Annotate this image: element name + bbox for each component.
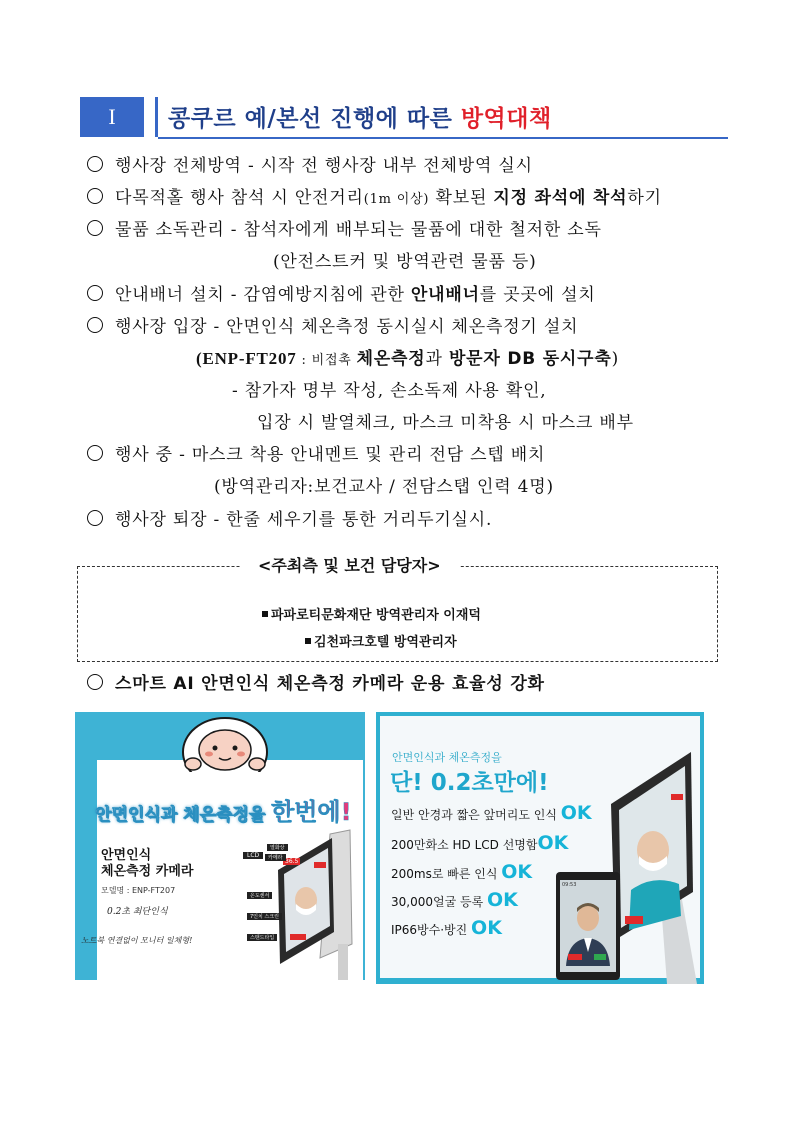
- product-banner-right: [376, 712, 704, 984]
- section-number: I: [108, 104, 116, 129]
- section-divider: [155, 97, 158, 137]
- bullet-text: 행사장 입장 - 안면인식 체온측정 동시실시 체온측정기 설치: [115, 317, 579, 337]
- bullet-text: 행사장 전체방역 - 시작 전 행사장 내부 전체방역 실시: [115, 156, 533, 176]
- circle-bullet-icon: [87, 317, 103, 333]
- section-title-main: 콩쿠르 예/본선 진행에 따른: [168, 106, 461, 132]
- tag-camera: 카메라: [265, 854, 286, 861]
- banner-headline: [95, 792, 352, 827]
- ok-badge: OK: [501, 861, 533, 883]
- circle-bullet-icon: [87, 156, 103, 172]
- bullet-emphasis: 지정 좌석에 착석: [493, 188, 628, 208]
- feature-item: [391, 889, 518, 911]
- smart-ai-heading: [87, 669, 545, 694]
- bullet-item-5: [87, 312, 578, 337]
- bullet-text: 행사장 퇴장 - 한줄 세우기를 통한 거리두기실시.: [115, 510, 493, 530]
- mascot-icon: [175, 712, 275, 772]
- feature-text: 일반 안경과 짧은 앞머리도 인식: [391, 808, 561, 822]
- bullet-emphasis: 안내배너: [410, 285, 480, 305]
- feature-item: [391, 832, 568, 854]
- bullet-emphasis: 방문자 DB 동시구축: [448, 349, 612, 369]
- banner-subheading: 안면인식과 체온측정을: [392, 751, 502, 764]
- tablet-device: [556, 872, 620, 980]
- bullet-text: 과: [425, 349, 449, 369]
- bullet-text: 다목적홀 행사 참석 시 안전거리: [115, 188, 364, 208]
- ok-badge: OK: [560, 802, 592, 824]
- circle-bullet-icon: [87, 188, 103, 204]
- bullet-item-5-sub: [196, 344, 619, 369]
- section-underline: [158, 137, 728, 139]
- contact-line-1: [262, 604, 481, 623]
- product-name-line1: 안면인식: [101, 848, 152, 863]
- feature-item: [391, 861, 532, 883]
- circle-bullet-icon: [87, 445, 103, 461]
- bullet-item-3: [87, 215, 602, 240]
- bullet-text: 물품 소독관리 - 참석자에게 배부되는 물품에 대한 철저한 소독: [115, 220, 602, 240]
- bullet-item-3-sub: (안전스트커 및 방역관련 물품 등): [273, 252, 537, 272]
- ok-badge: OK: [471, 917, 502, 939]
- smart-ai-text: 스마트 AI 안면인식 체온측정 카메라 운용 효율성 강화: [115, 674, 545, 694]
- contact-line-2: [305, 631, 457, 650]
- feature-item: [391, 917, 502, 939]
- section-title-highlight: 방역대책: [460, 106, 552, 132]
- contact-text: 김천파크호텔 방역관리자: [314, 635, 457, 650]
- bullet-item-4: [87, 280, 596, 305]
- bullet-text: 를 곳곳에 설치: [479, 285, 596, 305]
- section-number-box: [80, 97, 144, 137]
- feature-text: 30,000얼굴 등록: [391, 895, 487, 909]
- bullet-text: 확보된: [429, 188, 494, 208]
- bullet-text: ): [611, 349, 620, 369]
- square-bullet-icon: [305, 638, 311, 644]
- handwritten-note-2: 노트북 연결없이 모니터 일체형!: [81, 936, 193, 945]
- circle-bullet-icon: [87, 674, 103, 690]
- temperature-readout: 36.5: [285, 858, 299, 865]
- bullet-text: 안내배너 설치 - 감염예방지침에 관한: [115, 285, 411, 305]
- bullet-item-5-sub3: 입장 시 발열체크, 마스크 미착용 시 마스크 배부: [257, 413, 634, 433]
- bullet-text: 하기: [627, 188, 662, 208]
- feature-item: [391, 802, 592, 824]
- bullet-item-6: [87, 440, 545, 465]
- bullet-item-5-sub2: - 참가자 명부 작성, 손소독제 사용 확인,: [232, 381, 547, 401]
- product-name: [101, 848, 193, 880]
- bullet-item-7: [87, 505, 492, 530]
- circle-bullet-icon: [87, 510, 103, 526]
- contact-box-title: <주최측 및 보건 담당자>: [240, 553, 459, 576]
- bullet-text: : 비접촉: [296, 353, 357, 368]
- bullet-emphasis: 체온측정: [356, 349, 426, 369]
- feature-text: 200만화소 HD LCD 선명함: [391, 838, 538, 852]
- bullet-text: 행사 중 - 마스크 착용 안내멘트 및 관리 전담 스텝 배치: [115, 445, 546, 465]
- tag-stand: 스탠드타입: [247, 934, 277, 941]
- model-code: (ENP-FT207: [196, 349, 297, 368]
- tag-sensor: 열화상: [267, 844, 288, 851]
- tag-lcd: LCD: [243, 852, 263, 859]
- banner-headline: 단! 0.2초만에!: [390, 770, 549, 796]
- tablet-time: 09:53: [562, 882, 577, 888]
- feature-text: IP66방수·방진: [391, 923, 472, 937]
- ok-badge: OK: [537, 832, 569, 854]
- product-model: 모델명 : ENP-FT207: [101, 886, 176, 895]
- banner-headline-accent: 한번에!: [271, 798, 352, 826]
- feature-text: 200ms로 빠른 인식: [391, 867, 502, 881]
- person-photo-icon: [564, 896, 612, 966]
- bullet-item-1: [87, 151, 533, 176]
- bullet-item-6-sub: (방역관리자:보건교사 / 전담스탭 인력 4명): [214, 477, 554, 497]
- ok-badge: OK: [487, 889, 518, 911]
- bullet-note: (1m 이상): [363, 192, 430, 207]
- product-banner-left: [75, 712, 365, 980]
- handwritten-note-1: 0.2초 최단인식: [107, 907, 168, 917]
- section-title: [168, 100, 552, 133]
- tag-screen: 7인치 스크린: [247, 913, 282, 920]
- square-bullet-icon: [262, 611, 268, 617]
- banner-headline-text: 안면인식과 체온측정을: [95, 805, 272, 825]
- product-name-line2: 체온측정 카메라: [101, 864, 194, 879]
- bullet-item-2: [87, 183, 662, 208]
- circle-bullet-icon: [87, 220, 103, 236]
- contact-text: 파파로티문화재단 방역관리자 이재덕: [271, 608, 481, 623]
- tag-temp-sensor: 온도센서: [247, 892, 272, 899]
- circle-bullet-icon: [87, 285, 103, 301]
